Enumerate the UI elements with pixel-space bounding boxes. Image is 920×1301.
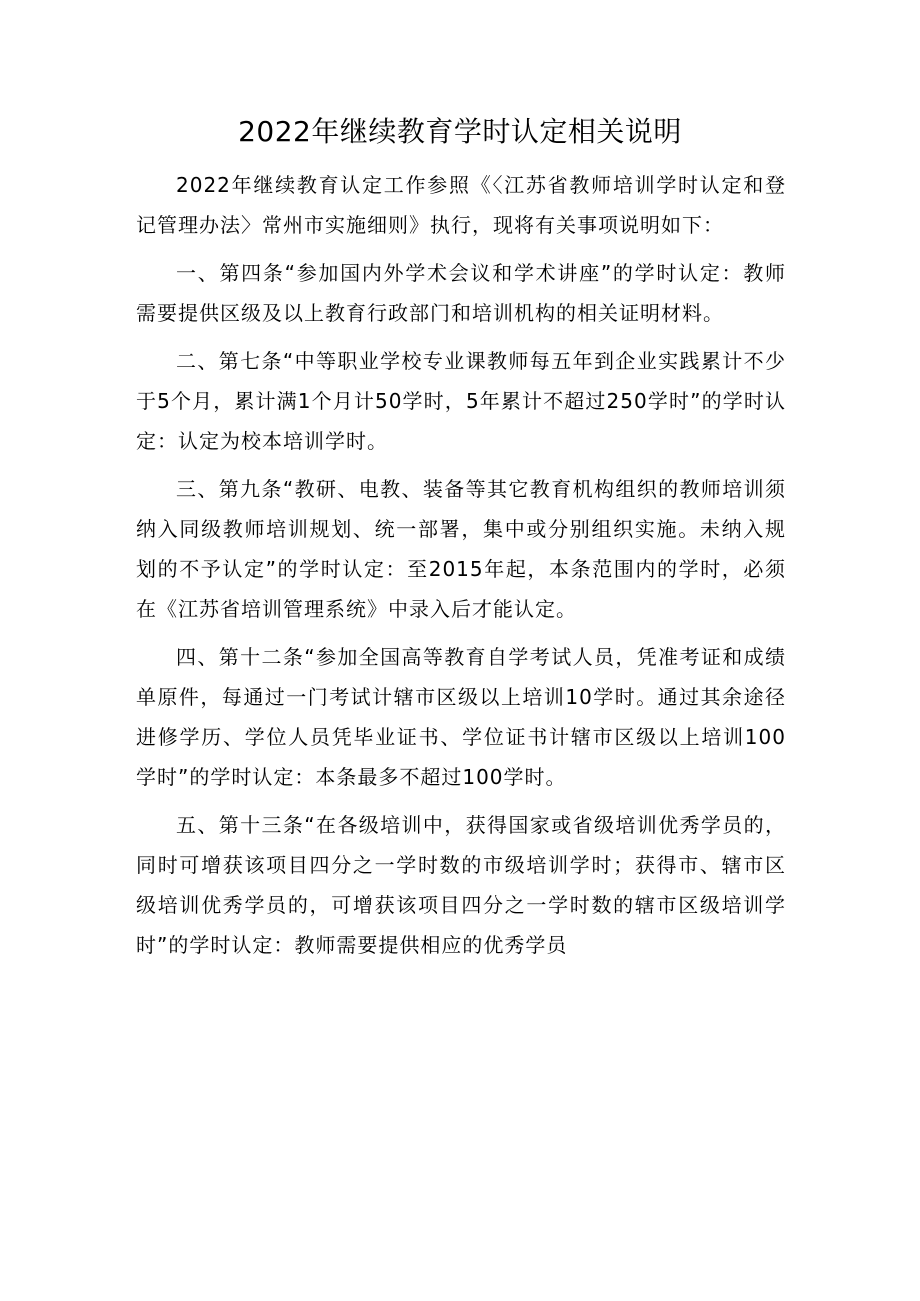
item-2-paragraph: 二、第七条“中等职业学校专业课教师每五年到企业实践累计不少于5个月，累计满1个月计50学时，5年累计不超过250学时”的学时认定：认定为校本培训学时。 [136,349,786,453]
item-4-paragraph: 四、第十二条“参加全国高等教育自学考试人员，凭准考证和成绩单原件，每通过一门考试计辖市区级以上培训10学时。通过其余途径进修学历、学位人员凭毕业证书、学位证书计辖市区级以上培训100学时”的学时认定：本条最多不超过100学时。 [136,645,786,789]
item-3-paragraph: 三、第九条“教研、电教、装备等其它教育机构组织的教师培训须纳入同级教师培训规划、统一部署，集中或分别组织实施。未纳入规划的不予认定”的学时认定：至2015年起，本条范围内的学时，必须在《江苏省培训管理系统》中录入后才能认定。 [136,477,786,621]
document-body [136,165,786,973]
item-5-paragraph: 五、第十三条“在各级培训中，获得国家或省级培训优秀学员的，同时可增获该项目四分之一学时数的市级培训学时；获得市、辖市区级培训优秀学员的，可增获该项目四分之一学时数的辖市区级培训学时”的学时认定：教师需要提供相应的优秀学员 [136,813,786,957]
page-title: 2022年继续教育学时认定相关说明 [238,115,682,148]
item-1-paragraph: 一、第四条“参加国内外学术会议和学术讲座”的学时认定：教师需要提供区级及以上教育行政部门和培训机构的相关证明材料。 [136,261,786,325]
intro-paragraph: 2022年继续教育认定工作参照《〈江苏省教师培训学时认定和登记管理办法〉常州市实施细则》执行，现将有关事项说明如下： [136,173,786,237]
